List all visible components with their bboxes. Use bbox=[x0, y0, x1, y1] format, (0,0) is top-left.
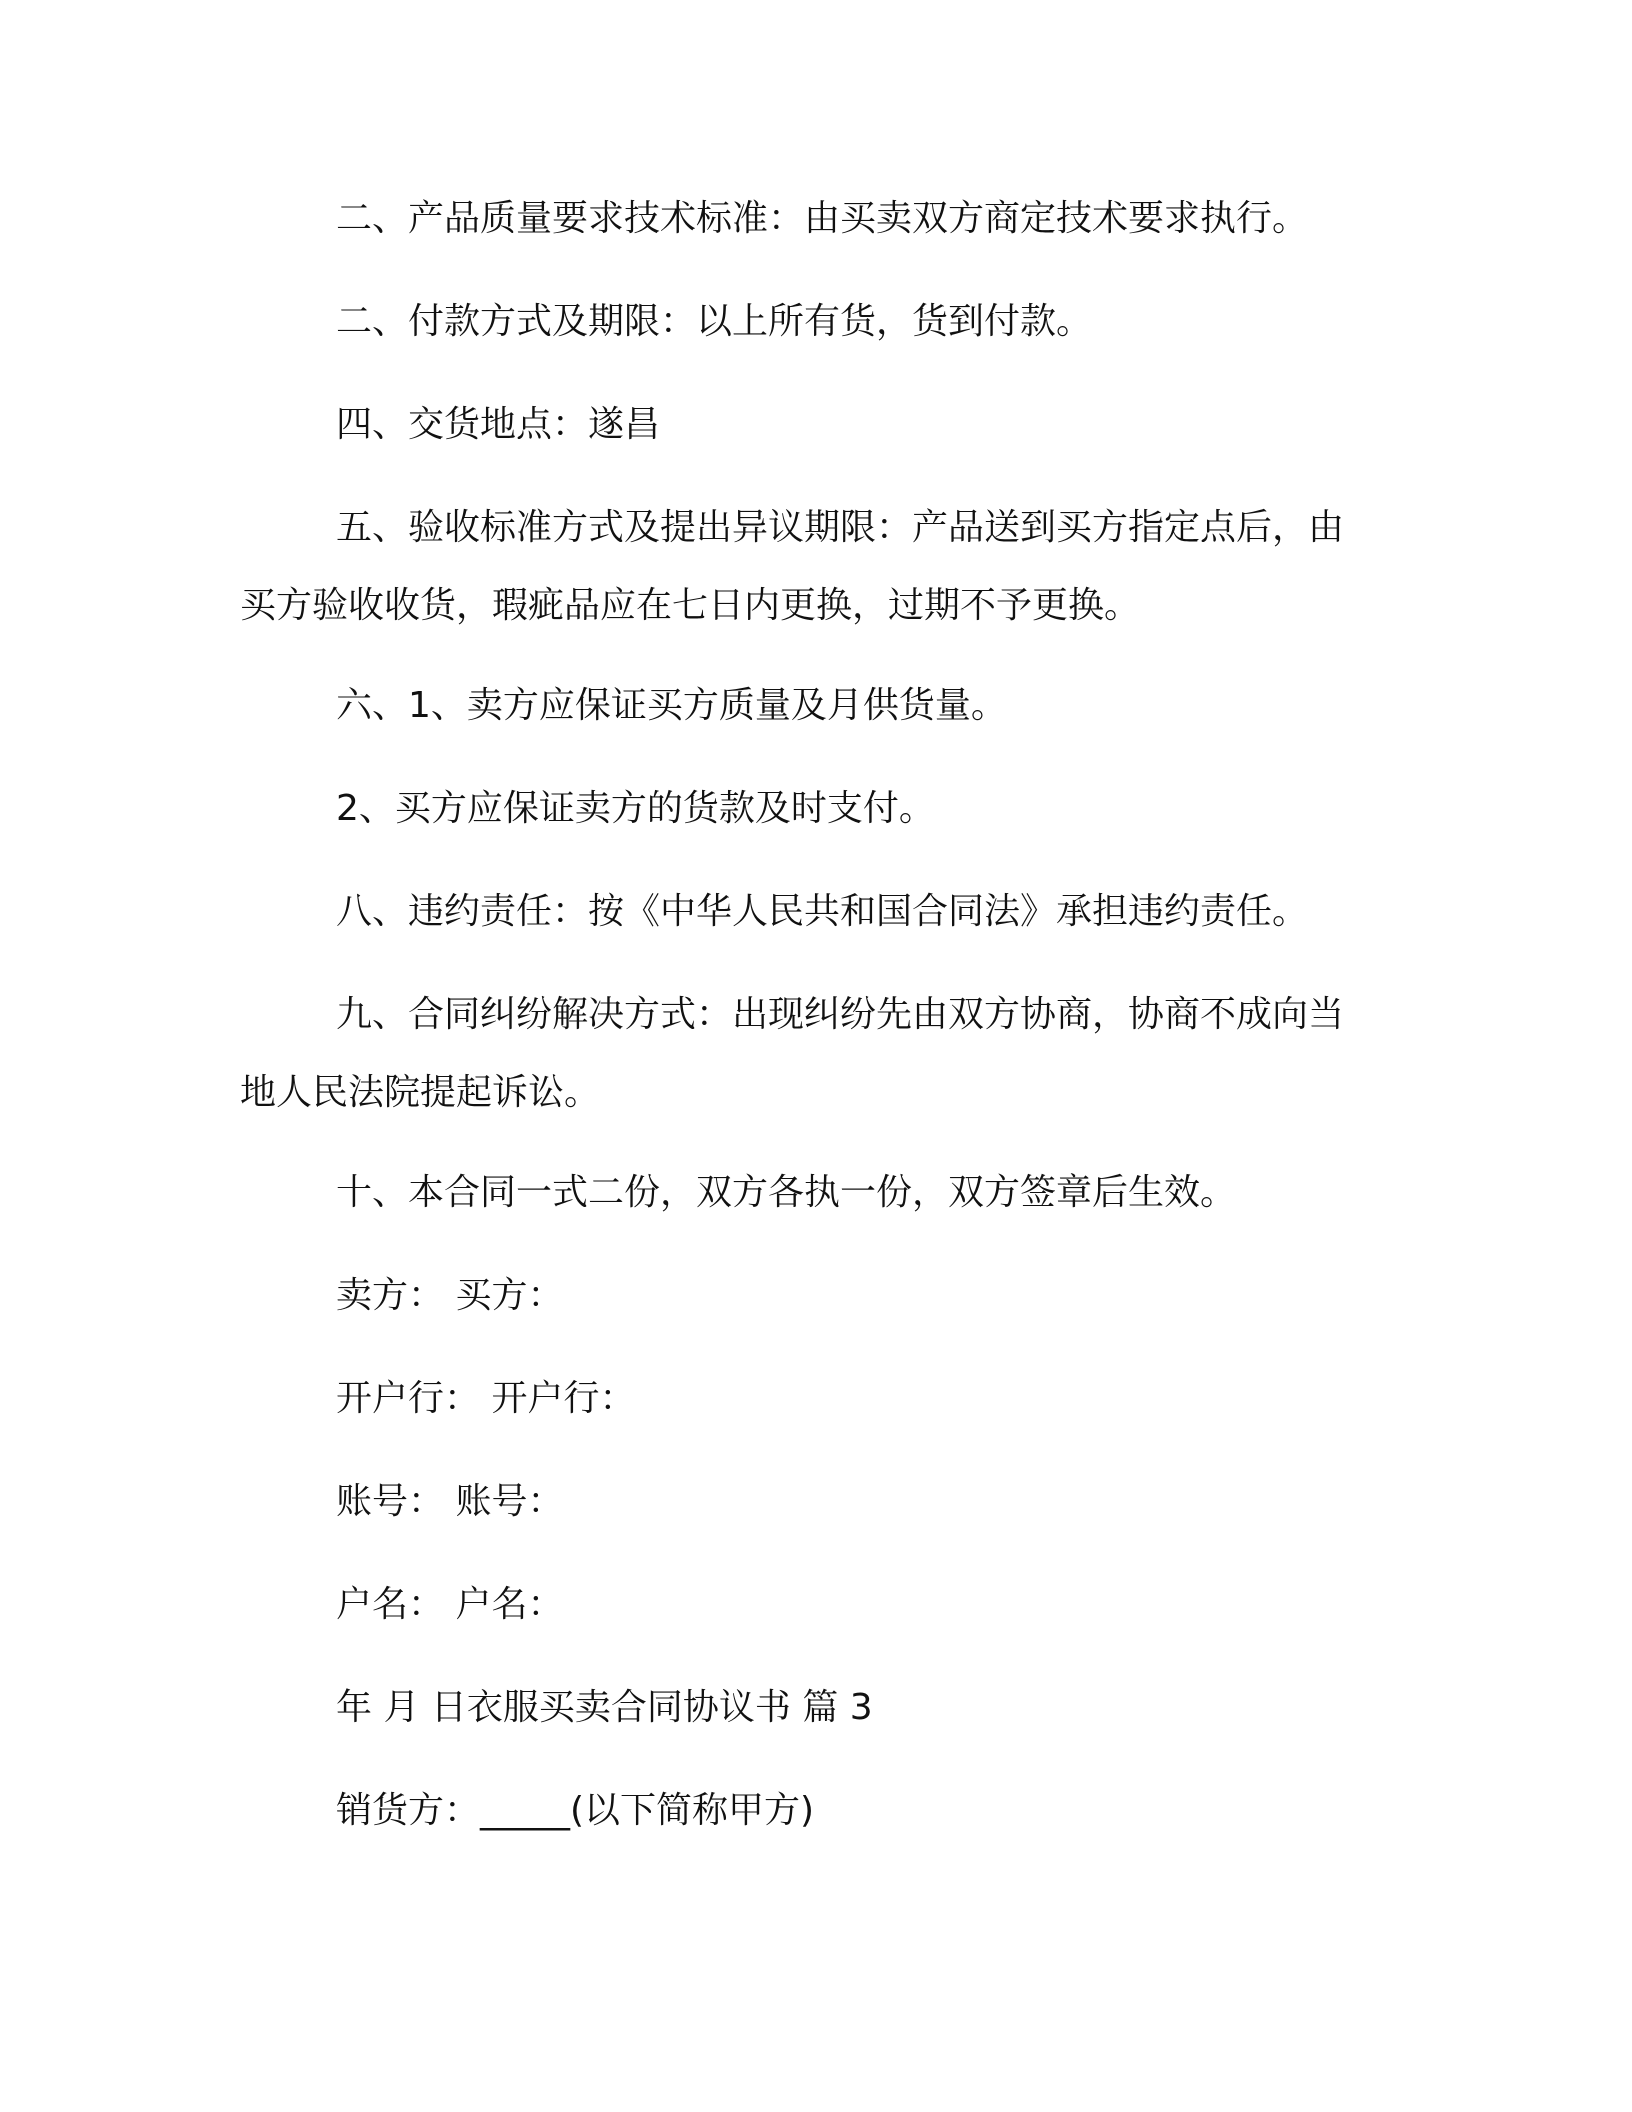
paragraph-line: 六、1、卖方应保证买方质量及月供货量。 bbox=[336, 685, 1007, 726]
signature-parties bbox=[240, 1257, 1392, 1335]
paragraph-line: 四、交货地点：遂昌 bbox=[336, 404, 661, 445]
paragraph-line: 九、合同纠纷解决方式：出现纠纷先由双方协商，协商不成向当 bbox=[336, 994, 1345, 1035]
paragraph-line: 二、产品质量要求技术标准：由买卖双方商定技术要求执行。 bbox=[336, 198, 1309, 239]
paragraph-line: 卖方： 买方： bbox=[336, 1275, 564, 1316]
paragraph-line: 五、验收标准方式及提出异议期限：产品送到买方指定点后，由 bbox=[336, 507, 1345, 548]
paragraph-line: 八、违约责任：按《中华人民共和国合同法》承担违约责任。 bbox=[336, 891, 1309, 932]
clause-dispute-resolution bbox=[240, 976, 1392, 1132]
paragraph-line: 十、本合同一式二份，双方各执一份，双方签章后生效。 bbox=[336, 1172, 1237, 1213]
paragraph-line: 地人民法院提起诉讼。 bbox=[240, 1072, 601, 1113]
clause-quality-standard bbox=[240, 180, 1392, 258]
clause-delivery-location bbox=[240, 386, 1392, 464]
clause-acceptance bbox=[240, 489, 1392, 645]
signature-account bbox=[240, 1463, 1392, 1541]
clause-seller-obligation bbox=[240, 667, 1392, 745]
clause-payment-terms bbox=[240, 283, 1392, 361]
paragraph-line: 年 月 日衣服买卖合同协议书 篇 3 bbox=[336, 1687, 873, 1728]
section-heading bbox=[240, 1669, 1392, 1747]
paragraph-line: 账号： 账号： bbox=[336, 1481, 564, 1522]
signature-bank bbox=[240, 1360, 1392, 1438]
seller-line bbox=[240, 1772, 1392, 1850]
paragraph-line: 买方验收收货，瑕疵品应在七日内更换，过期不予更换。 bbox=[240, 585, 1141, 626]
paragraph-line: 户名： 户名： bbox=[336, 1584, 564, 1625]
signature-account-name bbox=[240, 1566, 1392, 1644]
clause-copies bbox=[240, 1154, 1392, 1232]
clause-breach-liability bbox=[240, 873, 1392, 951]
paragraph-line: 二、付款方式及期限：以上所有货，货到付款。 bbox=[336, 301, 1093, 342]
paragraph-line: 2、买方应保证卖方的货款及时支付。 bbox=[336, 788, 935, 829]
clause-buyer-obligation bbox=[240, 770, 1392, 848]
paragraph-line: 销货方：_____(以下简称甲方) bbox=[336, 1790, 815, 1831]
paragraph-line: 开户行： 开户行： bbox=[336, 1378, 636, 1419]
